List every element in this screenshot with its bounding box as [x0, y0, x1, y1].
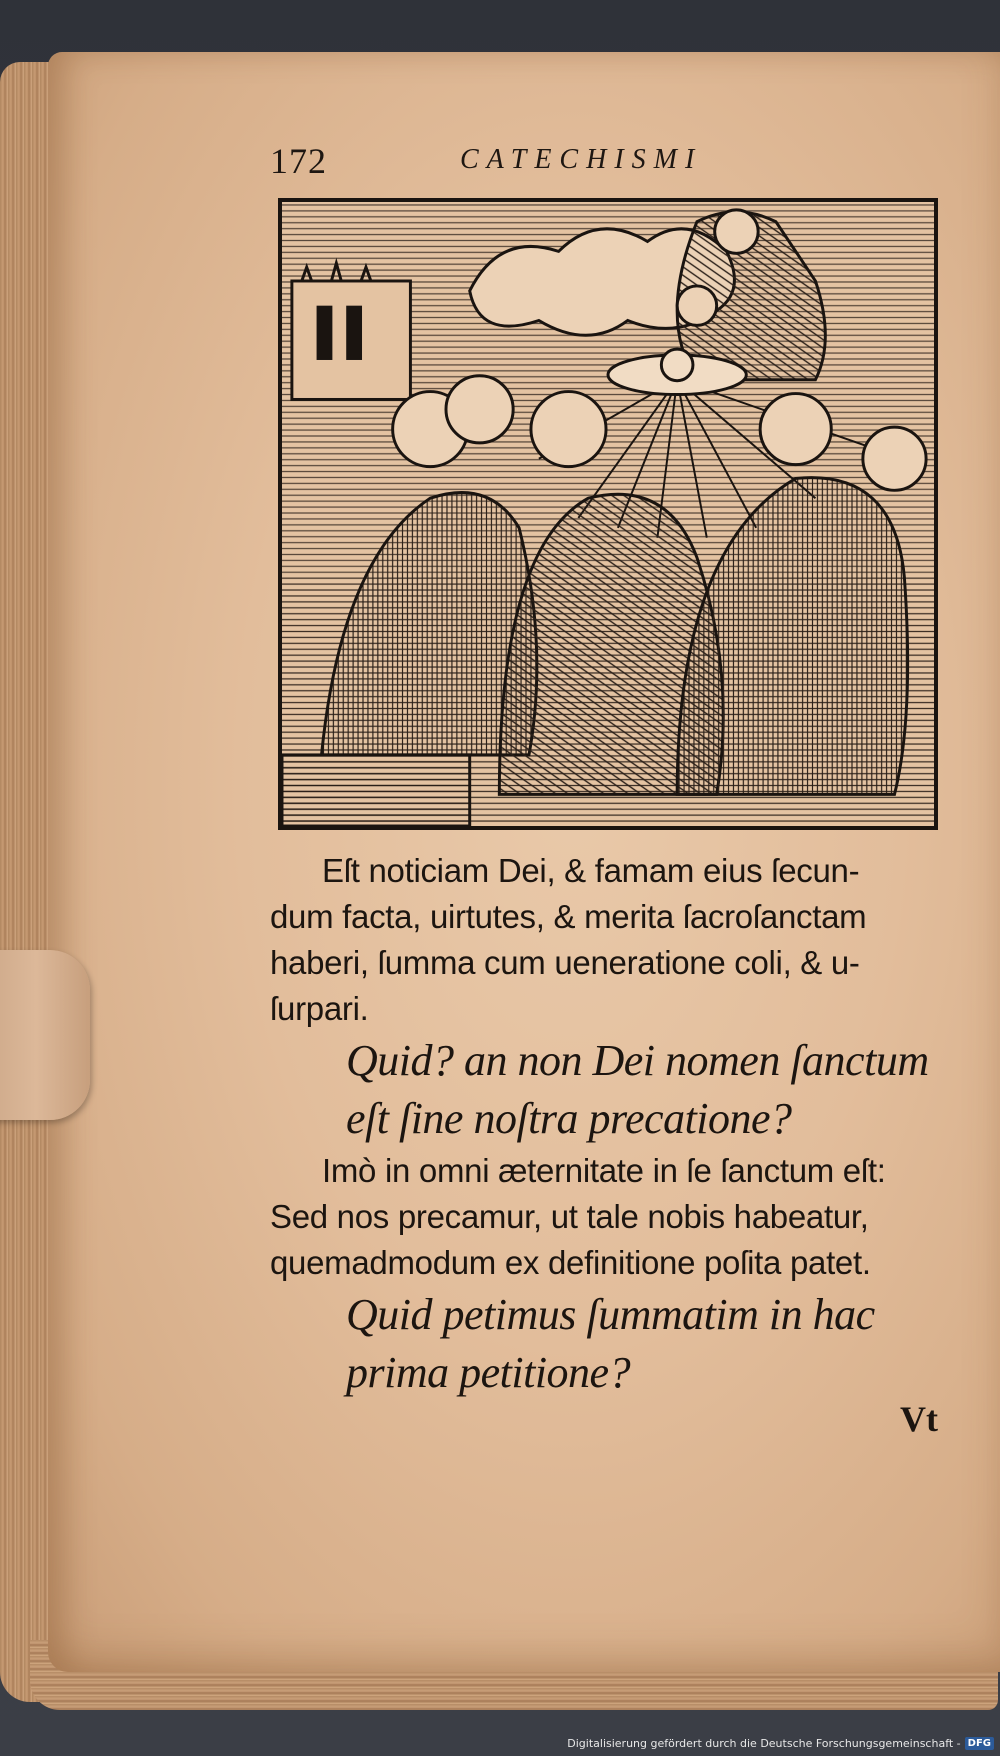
dfg-logo-icon: DFG: [965, 1737, 994, 1750]
catchword: Vt: [900, 1399, 938, 1439]
answer-1-line-3: haberi, ſumma cum ueneratione coli, & u-: [270, 944, 860, 981]
running-title: CATECHISMI: [460, 144, 703, 175]
answer-1-line-4: ſurpari.: [270, 990, 369, 1027]
woodcut-image: [282, 202, 934, 826]
question-2-line-1: Quid petimus ſummatim in hac: [346, 1290, 875, 1339]
answer-2-line-2: Sed nos precamur, ut tale nobis habeatur,: [270, 1198, 869, 1235]
question-1-line-1: Quid? an non Dei nomen ſanctum: [346, 1036, 929, 1085]
answer-1-line-2: dum facta, uirtutes, & merita ſacroſanctam: [270, 898, 867, 935]
question-1-line-2: eſt ſine noſtra precatione?: [346, 1094, 792, 1143]
question-2-line-2: prima petitione?: [346, 1348, 631, 1397]
page-text: [270, 848, 960, 1402]
credit-text: Digitalisierung gefördert durch die Deutsche Forschungsgemeinschaft -: [567, 1737, 961, 1750]
answer-2-line-1: Imò in omni æternitate in ſe ſanctum eſt:: [322, 1152, 886, 1189]
thumb-holding-page: [0, 950, 90, 1120]
woodcut-illustration: [278, 198, 938, 830]
answer-1-line-1: Eſt noticiam Dei, & famam eius ſecun-: [322, 852, 860, 889]
answer-2-line-3: quemadmodum ex definitione poſita patet.: [270, 1244, 871, 1281]
digitization-credit: [567, 1737, 994, 1750]
running-head: [270, 140, 770, 190]
page-number: 172: [270, 141, 327, 181]
